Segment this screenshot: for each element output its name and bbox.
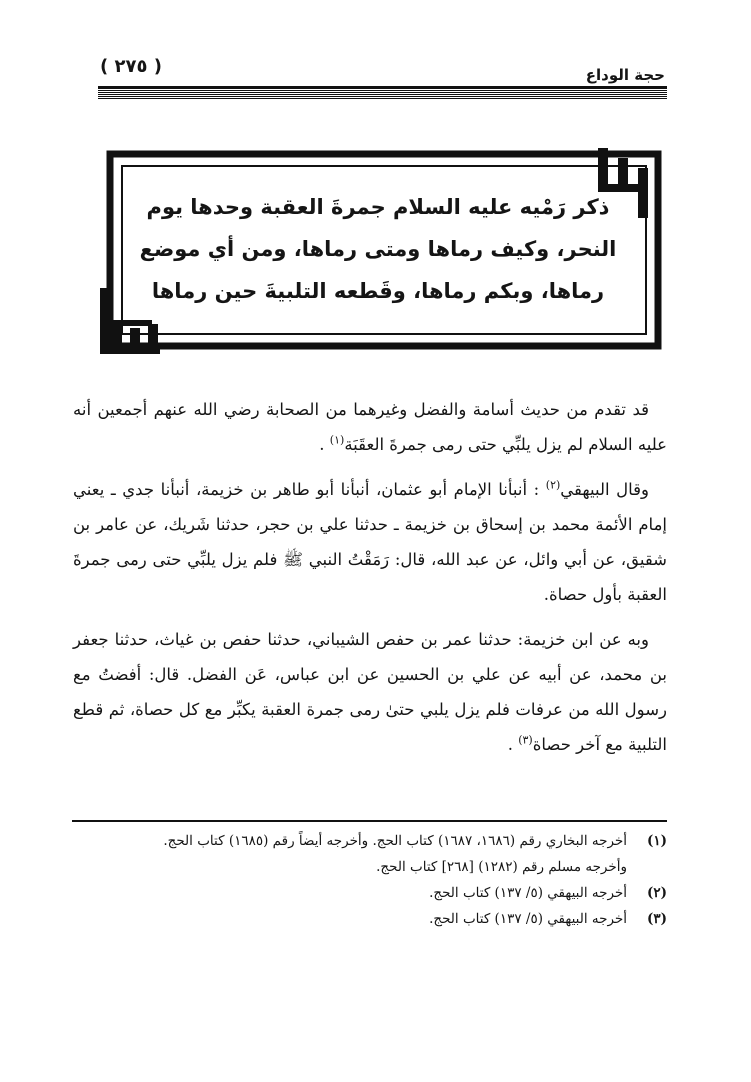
footnote [72, 906, 667, 932]
paragraph: وقال البيهقي$^{(٢)}$ : أنبأنا الإمام أبو عثمان، أنبأنا أبو طاهر بن خزيمة، أنبأنا جدي ـ يعني إمام الأئمة محمد بن إسحاق بن خزيمة ـ حدثنا علي بن حجر، حدثنا شَريك، عن عامر بن شقيق، عن أبي وائل، عن عبد الله، قال: رَمَقْتُ النبي ﷺ فلم يزل يلبِّي حتى رمى جمرةَ العقبة بأول حصاة. [73, 478, 667, 604]
paragraph: وبه عن ابن خزيمة: حدثنا عمر بن حفص الشيباني، حدثنا حفص بن غياث، حدثنا جعفر بن محمد، عن أبيه عن علي بن الحسين عن ابن عباس، عَن الفضل. قال: أفضتُ مع رسول الله من عرفات فلم يزل يلبي حتىٰ رمى جمرة العقبة يكبِّر مع كل حصاة، ثم قطع التلبية مع آخر حصاة$^{(٣)}$ . [73, 630, 667, 754]
footnote-marker: (١) [329, 433, 345, 447]
footnote-marker: (٢) [545, 478, 561, 492]
page-number: ( ٢٧٥ ) [100, 56, 162, 77]
footnote-divider [72, 820, 667, 822]
running-head-chapter: حجة الوداع [585, 66, 665, 84]
footnote-number: (١) [646, 833, 667, 849]
chapter-title-frame [100, 148, 665, 354]
footnote-marker: (٣) [518, 733, 533, 747]
footnote-number: (٣) [646, 911, 667, 927]
paragraph: قد تقدم من حديث أسامة والفضل وغيرهما من الصحابة رضي الله عنهم أجمعين أنه عليه السلام لم يزل يلبِّي حتى رمى جمرةَ العقَبَة$^{(١)}$ . [73, 400, 667, 454]
footnote [72, 880, 667, 906]
footnote-text: أخرجه البيهقي (٥/ ١٣٧) كتاب الحج. [429, 885, 627, 901]
footnote [72, 828, 667, 854]
main-text [73, 392, 667, 772]
footnote-number: (٢) [646, 885, 667, 901]
footnote-text: أخرجه البيهقي (٥/ ١٣٧) كتاب الحج. [429, 911, 627, 927]
chapter-title: ذكر رَمْيه عليه السلام جمرةَ العقبة وحدها يوم النحر، وكيف رماها ومتى رماها، ومن أي موضع رماها، وبكم رماها، وقَطعه التلبيةَ حين رماها [139, 195, 617, 303]
page-header [80, 52, 665, 88]
footnote-text: وأخرجه مسلم رقم (١٢٨٢) [٢٦٨] كتاب الحج. [376, 859, 627, 875]
footnotes [72, 828, 667, 932]
header-rule [98, 86, 667, 99]
footnote-text: أخرجه البخاري رقم (١٦٨٦، ١٦٨٧) كتاب الحج. وأخرجه أيضاً رقم (١٦٨٥) كتاب الحج. [163, 833, 627, 849]
